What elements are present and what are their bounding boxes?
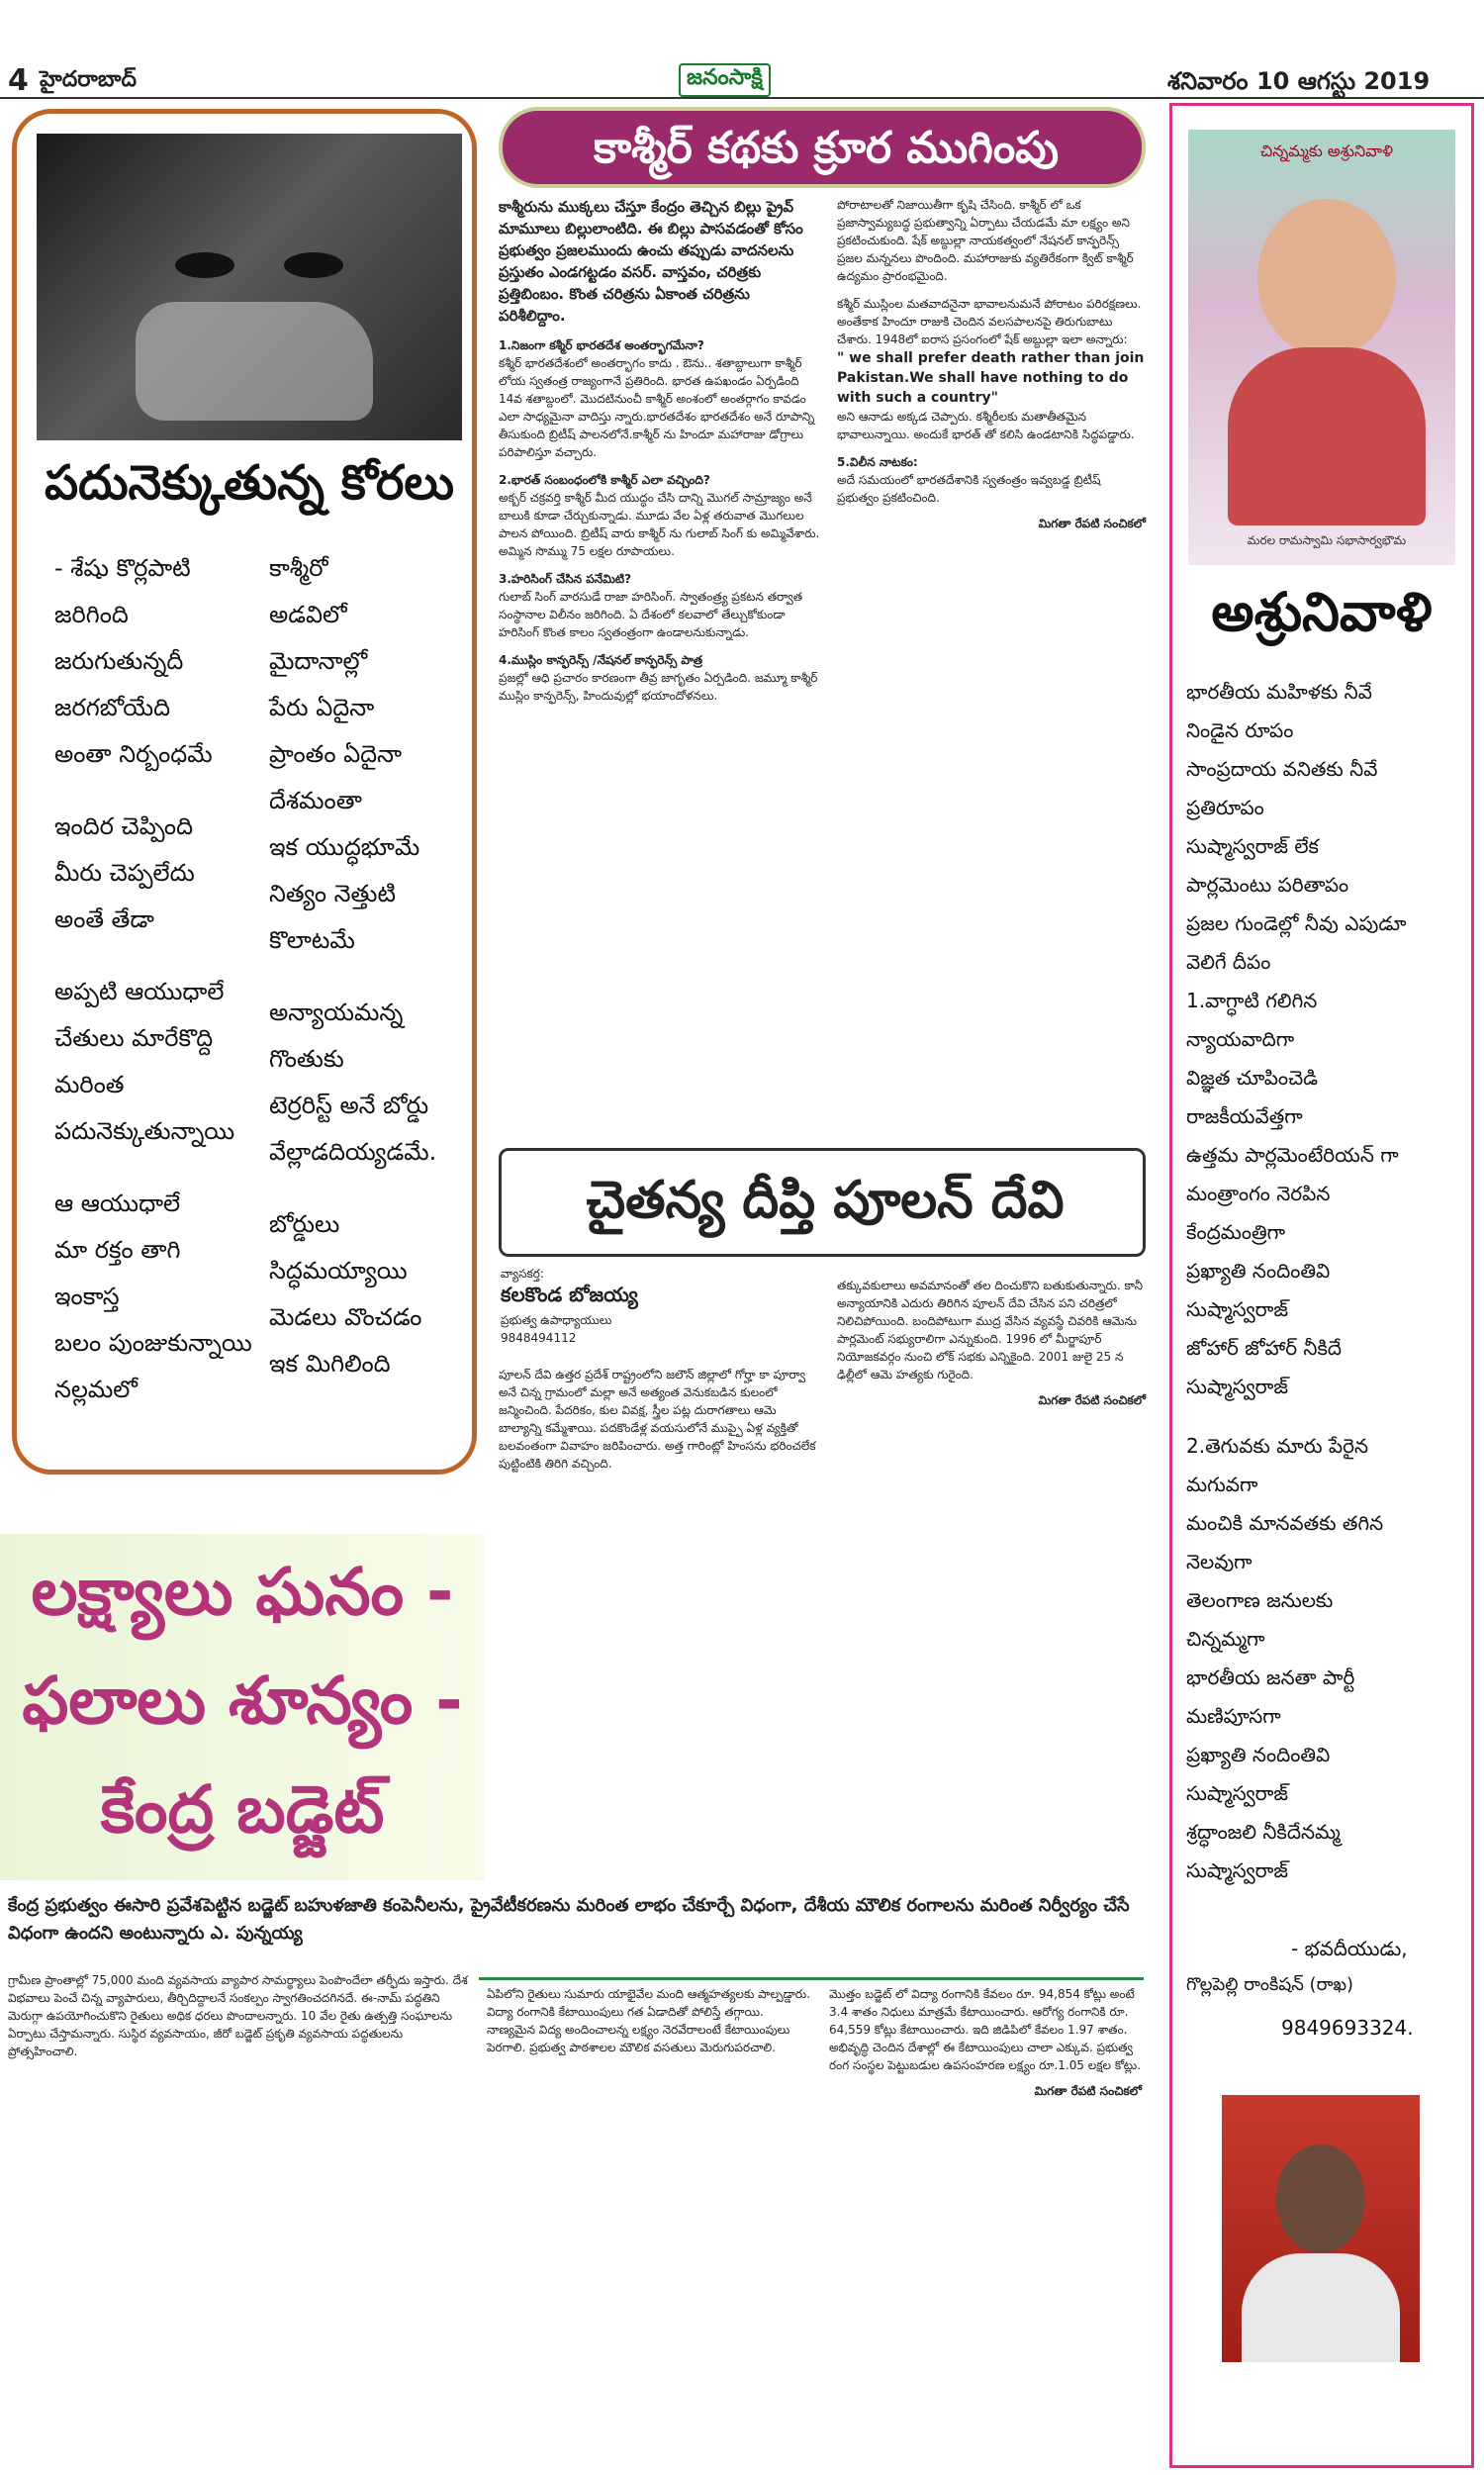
- kashmir-column-1: [499, 327, 821, 705]
- tribute-line: సాంప్రదాయ వనితకు నీవే: [1186, 757, 1378, 781]
- kashmir-paragraph: పోరాటాలతో నిజాయితీగా కృషి చేసింది. కాశ్మీర్ లో ఒక ప్రజాస్వామ్యబద్ధ ప్రభుత్వాన్ని ఏర్పాటు చేయడమే మా లక్ష్యం అని ప్రకటించుకుంది. షేక్ అబ్దుల్లా నాయకత్వంలో నేషనల్ కాన్ఫరెన్స్ ప్రజల మన్ననలు పొందింది. మహారాజుకు వ్యతిరేకంగా క్విట్ కాశ్మీర్ ఉద్యమం ప్రారంభమైంది.: [837, 198, 1134, 283]
- poem-line: దేశమంతా: [269, 787, 362, 814]
- tribute-line: మంత్రాంగం నెరపిన: [1186, 1182, 1331, 1205]
- kashmir-paragraph: కశ్మీర్ భారతదేశంలో అంతర్భాగం కాదు . ఔను.. శతాబ్దాలుగా కాశ్మీర్ లోయ స్వతంత్ర రాజ్యంగానే ప్రతిరింది. భారత ఉపఖండం ఏర్పడింది 14వ శతాబ్దంలో. మొదటినుంచీ కాశ్మీర్ అంశంలో అంతర్గాగం కావడం ఎలా సాధ్యమైనా వాదిస్తు న్నారు.భారతదేశం భారతదేశం అనే రూపాన్ని తీసుకుంది బ్రిటీష్ పాలనలోనే.కాశ్మీర్ ను హిందూ మహారాజు డోగ్రాలు పరిపాలిస్తూ వచ్చారు.: [499, 356, 815, 459]
- kashmir-subhead: 3.హరిసింగ్ చేసిన పనేమిటి?: [499, 572, 632, 586]
- author-phone: 9848494112: [501, 1331, 577, 1345]
- tribute-line: మగువగా: [1186, 1473, 1258, 1497]
- tribute-line: భారతీయ జనతా పార్టీ: [1186, 1666, 1355, 1690]
- tribute-author: గొల్లపెల్లి రాంకిషన్ (రాఖ): [1186, 1974, 1354, 1995]
- tribute-line: పార్లమెంటు పరితాపం: [1186, 873, 1349, 897]
- tribute-line: సుష్మాస్వరాజ్: [1186, 1858, 1288, 1883]
- newspaper-masthead: జనంసాక్షి: [679, 63, 771, 97]
- kashmir-paragraph: అని ఆనాడు అక్కడ చెప్పారు. కశ్మీరీలకు మతాతీతమైన భావాలున్నాయి. అందుకే భారత్ తో కలిసి ఉండటానికి సిద్ధపడ్డారు.: [837, 410, 1135, 441]
- budget-column-2: ఏపిలోని రైతులు సుమారు యాభైవేల మంది ఆత్మహత్యలకు పాల్పడ్డారు. విద్యా రంగానికి కేటాయింపులు గత ఏడాదితో పోలిస్తే తగ్గాయి. నాణ్యమైన విద్య అందించాలన్న లక్ష్యం నెరవేరాలంటే కేటాయింపులు పెరగాలి. ప్రభుత్వ పాఠశాలల మౌలిక వసతులు మెరుగుపరచాలి.: [487, 1987, 811, 2054]
- poem-line: బోర్డులు: [269, 1209, 340, 1238]
- tribute-line: విజ్ఞత చూపించెడి: [1186, 1066, 1319, 1090]
- poem-line: నల్లమలో: [54, 1375, 138, 1403]
- kashmir-intro: కాశ్మీరును ముక్కలు చేస్తూ కేంద్రం తెచ్చిన బిల్లు ప్రైవ్ మామూలు బిల్లులాంటిది. ఈ బిల్లు పాసవడంతో కోసం ప్రభుత్వం ప్రజలముందు ఉంచు తప్పుడు వాదనలను ప్రస్తుతం ఎండగట్టడం వసర్. వాస్తవం, చరిత్రకు ప్రత్తిబింబం. కొంత చరిత్రను ఏకాంత చరిత్రను పరిశీలిద్దాం.: [499, 198, 803, 325]
- tribute-line: నిండైన రూపం: [1186, 718, 1294, 742]
- poem-line: పదునెక్కుతున్నాయి: [54, 1116, 235, 1145]
- budget-intro: కేంద్ర ప్రభుత్వం ఈసారి ప్రవేశపెట్టిన బడ్జెట్ బహుళజాతి కంపెనీలను, ప్రైవేటీకరణను మరింత లాభం చేకూర్చే విధంగా, దేశీయ మౌలిక రంగాలను మరింత నిర్వీర్యం చేసే విధంగా ఉందని అంటున్నారు ఎ. పున్నయ్య: [8, 1895, 1130, 1944]
- tribute-line: ప్రజల గుండెల్లో నీవు ఎపుడూ: [1186, 911, 1407, 935]
- sushma-swaraj-photo: [1188, 130, 1455, 565]
- tribute-line: ప్రఖ్యాతి నందింతివి: [1186, 1259, 1331, 1283]
- budget-column-1: గ్రామీణ ప్రాంతాల్లో 75,000 మంది వ్యవసాయ వ్యాపార సామర్థ్యాలు పెంపొందేలా తర్ఫీదు ఇస్తారు. దేశ విభవాలు పెంచే చిన్న వ్యాపారులు, తీర్చిదిద్దాలనే సంకల్పం స్వాగతించదగినదే. ఈ-నామ్ పద్ధతిని మెరుగ్గా ఉపయోగించుకొని రైతులు అధిక ధరలు పొందాలన్నారు. 10 వేల రైతు ఉత్పత్తి సంఘాలను ఏర్పాటు చేస్తామన్నారు. సుస్థిర వ్యవసాయం, జీరో బడ్జెట్ ప్రకృతి వ్యవసాయ పద్ధతులను ప్రోత్సహించాలి.: [8, 1973, 468, 2058]
- page-number: 4: [8, 63, 29, 98]
- section-divider: [479, 1977, 1144, 1980]
- eye-shape: [284, 252, 343, 278]
- tribute-line: 2.తెగువకు మారు పేరైన: [1186, 1434, 1368, 1459]
- poem-line: మైదానాల్లో: [269, 647, 368, 675]
- tribute-line: రాజకీయవేత్తగా: [1186, 1104, 1303, 1128]
- poem-line: టెర్రరిస్ట్ అనే బోర్డు: [269, 1091, 429, 1119]
- phoolan-paragraph: తక్కువకులాలు అవమానంతో తల దించుకొని బతుకుతున్నారు. కానీ అన్యాయానికి ఎదురు తిరిగిన పూలన్ దేవి చేసిన పని చరిత్రలో నిలిచిపోయింది. బందిపోటుగా ముద్ర వేసిన వ్యవస్థే చివరికి ఆమెను పార్లమెంట్ సభ్యురాలిగా ఎన్నుకుంది. 1996 లో మీర్జాపూర్ నియోజకవర్గం నుంచి లోక్ సభకు ఎన్నికైంది. 2001 జులై 25 న ఢిల్లీలో ఆమె హత్యకు గురైంది.: [837, 1279, 1143, 1381]
- poem-illustration: [37, 134, 462, 440]
- budget-paragraph: మొత్తం బడ్జెట్ లో విద్యా రంగానికి కేవలం రూ. 94,854 కోట్లు అంటే 3.4 శాతం నిధులు మాత్రమే కేటాయించారు. ఆరోగ్య రంగానికి రూ. 64,559 కోట్లు కేటాయించారు. ఇది జిడిపిలో కేవలం 1.97 శాతం. అభివృద్ధి చెందిన దేశాల్లో ఈ కేటాయింపులు చాలా ఎక్కువ. ప్రభుత్వ రంగ సంస్థల పెట్టుబడుల ఉపసంహరణ లక్ష్యం రూ.1.05 లక్షల కోట్లు.: [829, 1987, 1142, 2072]
- tribute-line: సుష్మాస్వరాజ్: [1186, 1375, 1288, 1398]
- tribute-line: సుష్మాస్వరాజ్: [1186, 1297, 1288, 1321]
- poem-line: పేరు ఏదైనా: [269, 694, 375, 721]
- phoolan-author: కలకొండ బోజయ్య: [501, 1283, 638, 1306]
- tribute-line: ప్రఖ్యాతి నందింతివి: [1186, 1743, 1331, 1767]
- hand-shape: [136, 302, 373, 421]
- edition-city: హైదరాబాద్: [40, 67, 137, 92]
- phoolan-column-2: [837, 1277, 1146, 1409]
- tribute-line: కేంద్రమంత్రిగా: [1186, 1220, 1286, 1244]
- poem-line: మెడలు వొంచడం: [269, 1302, 422, 1331]
- issue-date: శనివారం 10 ఆగస్టు 2019: [1167, 67, 1431, 95]
- budget-column-3: [829, 1985, 1142, 2100]
- poem-line: మా రక్తం తాగి: [54, 1235, 181, 1264]
- poem-line: వేల్లాడదియ్యడమే.: [269, 1137, 437, 1166]
- kashmir-paragraph: అక్బర్ చక్రవర్తి కాశ్మీర్ మీద యుద్ధం చేసి దాన్ని మొగల్ సామ్రాజ్యం అనే బాలుకి కూడా చేర్చుకున్నాడు. మూడు వేల ఏళ్ల తరువాత మొగలుల పాలన పోయింది. బ్రిటీష్ వారు కాశ్మీర్ ను గులాబ్ సింగ్ కు అమ్మివేశారు. అమ్మిన సొమ్ము 75 లక్షల రూపాయలు.: [499, 491, 820, 558]
- kashmir-column-2: [837, 196, 1146, 532]
- poem-title: పదునెక్కుతున్న కోరలు: [44, 455, 455, 511]
- author-role: ప్రభుత్వ ఉపాధ్యాయులు: [501, 1313, 612, 1327]
- portrait-face: [1257, 199, 1396, 357]
- poem-line: ఆ ఆయుధాలే: [54, 1189, 181, 1217]
- tribute-line: మణిపూసగా: [1186, 1704, 1281, 1729]
- kashmir-continued-note: మిగతా రేపటి సంచికలో: [1038, 517, 1146, 530]
- tribute-line: నెలవుగా: [1186, 1550, 1252, 1574]
- tribute-sign-off: - భవదీయుడు,: [1291, 1937, 1408, 1960]
- kashmir-paragraph: అదే సమయంలో భారతదేశానికి స్వతంత్రం ఇవ్వబడ్డ బ్రిటీష్ ప్రభుత్వం ప్రకటించింది.: [837, 473, 1101, 505]
- poem-line: ఇక మిగిలింది: [269, 1349, 391, 1378]
- tribute-line: ప్రతిరూపం: [1186, 796, 1264, 819]
- poem-line: జరుగుతున్నదీ: [54, 647, 184, 675]
- poem-section: [12, 109, 477, 1475]
- kashmir-quote: " we shall prefer death rather than join Pakistan.We shall have nothing to do with such a country": [837, 350, 1145, 406]
- poem-line: అడవిలో: [269, 601, 347, 628]
- budget-headline-line: ఫలాలు శూన్యం -: [22, 1663, 463, 1739]
- tribute-section: [1169, 103, 1474, 2468]
- kashmir-subhead: 4.ముస్లిం కాన్ఫరెన్స్ /నేషనల్ కాన్ఫరెన్స్ పాత్ర: [499, 653, 703, 667]
- portrait-body: [1228, 347, 1426, 525]
- tribute-phone: 9849693324.: [1281, 2016, 1414, 2040]
- poem-line: కాశ్మీరో: [269, 554, 328, 582]
- poem-line: నిత్యం నెత్తుటి: [269, 880, 397, 907]
- tribute-line: సుష్మాస్వరాజ్: [1186, 1781, 1288, 1806]
- tribute-line: చిన్నమ్మగా: [1186, 1627, 1265, 1652]
- author-shirt: [1242, 2253, 1400, 2362]
- tribute-line: వెలిగే దీపం: [1186, 950, 1271, 974]
- tribute-line: భారతీయ మహిళకు నీవే: [1186, 680, 1372, 704]
- kashmir-headline-banner: [499, 107, 1146, 188]
- poem-line: మరింత: [54, 1070, 125, 1098]
- tribute-title: అశ్రునివాళి: [1211, 581, 1433, 643]
- kashmir-subhead: 2.భారత్ సంబంధంలోకి కాశ్మీర్ ఎలా వచ్చింది?: [499, 473, 710, 487]
- eye-shape: [175, 252, 234, 278]
- phoolan-continued-note: మిగతా రేపటి సంచికలో: [1038, 1393, 1146, 1407]
- kashmir-paragraph: ప్రజల్లో ఆధి ప్రచారం కారణంగా తీవ్ర జాగృతం ఏర్పడింది. జమ్మూ కాశ్మీర్ ముస్లిం కాన్ఫరెన్స్, హిందువుల్లో భయాందోళనలు.: [499, 671, 818, 703]
- budget-headline-line: కేంద్ర బడ్జెట్: [100, 1771, 385, 1848]
- budget-continued-note: మిగతా రేపటి సంచికలో: [1034, 2084, 1142, 2098]
- poem-line: జరగబోయేది: [54, 694, 171, 721]
- tribute-line: తెలంగాణ జనులకు: [1186, 1588, 1334, 1613]
- photo-caption-bottom: మరల రామస్వామి సభాసార్వభౌమ: [1247, 533, 1407, 547]
- poem-line: చేతులు మారేకొద్ది: [54, 1023, 214, 1052]
- poem-line: గొంతుకు: [269, 1044, 344, 1073]
- tribute-line: 1.వాగ్ధాటి గలిగిన: [1186, 989, 1318, 1012]
- budget-headline-line: లక్ష్యాలు ఘనం -: [31, 1554, 454, 1630]
- phoolan-column-1: పూలన్ దేవి ఉత్తర ప్రదేశ్ రాష్ట్రంలోని జలౌన్ జిల్లాలో గోర్హా కా పూర్వా అనే చిన్న గ్రామంలో మల్లా అనే అత్యంత వెనుకబడిన కులంలో జన్మించింది. పేదరికం, కుల వివక్ష, స్త్రీల పట్ల దురాగతాలు ఆమె బాల్యాన్ని కమ్మేశాయి. పదకొండేళ్ల వయసులోనే ముప్పై ఏళ్ల వ్యక్తితో బలవంతంగా వివాహం జరిపించారు. అత్త గారింట్లో హింసను భరించలేక పుట్టింటికి తిరిగి వచ్చింది.: [499, 1368, 816, 1471]
- kashmir-paragraph: కశ్మీర్ ముస్లింల మతవాదనైనా భావాలనుమనే పోరాటం పరిరక్షణలు. అంతేకాక హిందూ రాజుకి చెందిన వలసపాలనపై తిరుగుబాటు చేశారు. 1948లో ఐరాస ప్రసంగంలో షేక్ అబ్దుల్లా ఇలా అన్నారు:: [837, 297, 1142, 346]
- poem-line: - శేషు కొర్లపాటి: [54, 554, 191, 582]
- poem-line: ఇక యుద్ధభూమే: [269, 833, 420, 861]
- kashmir-subhead: 1.నిజంగా కశ్మీర్ భారతదేశ అంతర్భాగమేనా?: [499, 338, 704, 352]
- poem-line: సిద్ధమయ్యాయి: [269, 1256, 408, 1285]
- tribute-line: న్యాయవాదిగా: [1186, 1027, 1295, 1051]
- tribute-line: మంచికి మానవతకు తగిన: [1186, 1511, 1384, 1536]
- author-photo: [1222, 2095, 1420, 2362]
- kashmir-paragraph: గులాబ్ సింగ్ వారసుడే రాజా హరిసింగ్. స్వాతంత్ర్య ప్రకటన తర్వాత సంస్థానాల విలీనం జరిగింది. ఏ దేశంలో కలవాలో తేల్చుకోకుండా హరిసింగ్ కొంత కాలం స్వతంత్రంగా ఉండాలనుకున్నాడు.: [499, 590, 803, 639]
- kashmir-subhead: 5.విలీన నాటకం:: [837, 455, 918, 469]
- budget-headline-box: [0, 1534, 485, 1880]
- poem-line: కొలాటమే: [269, 926, 355, 954]
- phoolan-headline: చైతన్య దీప్తి పూలన్ దేవి: [586, 1171, 1065, 1230]
- tribute-line: సుష్మాస్వరాజ్ లేక: [1186, 834, 1319, 858]
- tribute-line: ఉత్తమ పార్లమెంటేరియన్ గా: [1186, 1143, 1399, 1167]
- poem-line: మీరు చెప్పలేదు: [54, 858, 195, 887]
- writer-label: వ్యాసకర్త:: [501, 1267, 544, 1281]
- poem-line: అన్యాయమన్న: [269, 998, 404, 1026]
- poem-line: ప్రాంతం ఏదైనా: [269, 740, 403, 768]
- page-header: [0, 0, 1484, 99]
- tribute-line: జోహార్ జోహార్ నీకిదే: [1186, 1336, 1343, 1360]
- poem-line: ఇందిర చెప్పింది: [54, 811, 194, 840]
- poem-line: అప్పటి ఆయుధాలే: [54, 977, 225, 1005]
- poem-line: జరిగింది: [54, 601, 129, 628]
- tribute-line: శ్రద్ధాంజలి నీకిదేనమ్మ: [1186, 1820, 1341, 1845]
- poem-line: అంతే తేడా: [54, 904, 154, 933]
- photo-caption-top: చిన్నమ్మకు అశ్రునివాళి: [1259, 142, 1393, 160]
- phoolan-headline-banner: [499, 1148, 1146, 1257]
- kashmir-headline: కాశ్మీర్ కథకు క్రూర ముగింపు: [593, 123, 1060, 173]
- author-face: [1276, 2144, 1365, 2253]
- poem-line: బలం పుంజుకున్నాయి: [54, 1328, 252, 1357]
- phoolan-byline: [501, 1265, 698, 1347]
- poem-line: అంతా నిర్బంధమే: [54, 740, 213, 768]
- poem-line: ఇంకాస్త: [54, 1282, 120, 1310]
